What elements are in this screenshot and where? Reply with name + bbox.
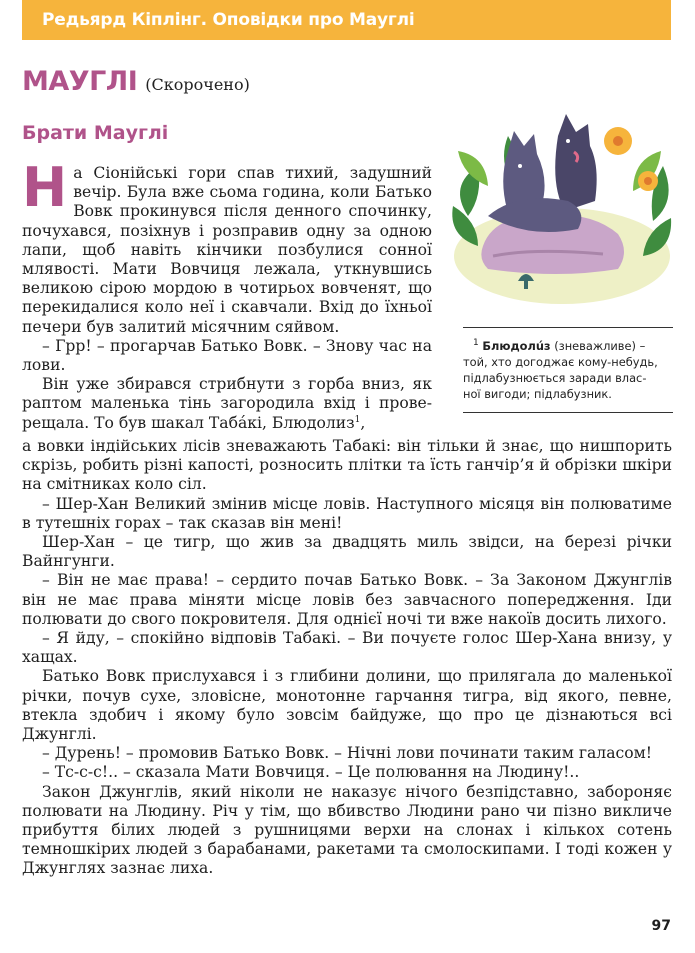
story-title-row bbox=[22, 66, 250, 97]
footnote-term: Блюдолúз bbox=[482, 339, 551, 353]
running-header bbox=[22, 0, 671, 40]
paragraph: – Грр! – прогарчав Батько Вовк. – Знову час на лови. bbox=[22, 336, 432, 375]
paragraph: Батько Вовк прислухався і з глибини долини, що прилягала до маленької річки, почув сухе, зловісне, монотонне гарчання тигра, від якого, певне, втекла здобич і якому було зовсім байдуже, що про це дізнаються всі Джунглі. bbox=[22, 667, 672, 744]
drop-cap: Н bbox=[22, 156, 68, 219]
paragraph: – Я йду, – спокійно відповів Табакі. – Ви почуєте голос Шер-Хана внизу, у хащах. bbox=[22, 629, 672, 667]
footnote-text: $^1$ Блюдолúз (зневажливе) – bbox=[473, 338, 646, 353]
page-number: 97 bbox=[651, 918, 671, 934]
story-subtitle: (Скорочено) bbox=[145, 75, 250, 94]
main-text bbox=[22, 437, 672, 879]
running-header-title: Редьярд Кіплінг. Оповідки про Мауглі bbox=[42, 10, 415, 30]
wolves-illustration bbox=[448, 96, 676, 306]
footnote-ref: 1 bbox=[354, 414, 361, 425]
intro-block bbox=[22, 156, 432, 433]
paragraph: а вовки індійських лісів зневажають Табакі: він тільки й знає, що нишпорить скрізь, робить різні капості, розносить плітки та їсть ганчір’я й обрізки шкіри на смітниках коло сіл. bbox=[22, 437, 672, 494]
paragraph: Закон Джунглів, який ніколи не наказує нічого безпідставно, забороняє полювати на Людину. Річ у тім, що вбивство Людини рано чи пізно викличе прибуття білих людей з рушницями верхи на слонах і кількох сотень темношкірих людей з барабанами, ракетами та смолоскипами. І тоді кожен у Джунглях зазнає лиха. bbox=[22, 782, 672, 878]
paragraph: Він уже збирався стрибнути з горба вниз, як раптом маленька тінь загородила вхід і прове- рещала. То був шакал Табáкі, Блюдолиз$^1$, bbox=[22, 375, 432, 432]
intro-paragraph: Н а Сіонійські гори спав тихий, задушний вечір. Була вже сьома година, коли Батько Вовк прокинувся після денного спочинку, почухався, позіхнув і розправив одну за одною лапи, щоб навіть кінчики позбулися сонної млявості. Мати Вовчиця лежала, уткнувшись великою сірою мордою в чотирьох вовченят, що перекидалися коло неї і скавчали. Вхід до їхньої печери був залитий місячним сяйвом. bbox=[22, 156, 432, 336]
section-title: Брати Мауглі bbox=[22, 122, 169, 144]
paragraph: – Він не має права! – сердито почав Батько Вовк. – За Законом Джунглів він не має права міняти місце ловів без завчасного попередження. Іди полювати до свого покровителя. Для однієї ночі ти вже накоїв досить лихого. bbox=[22, 571, 672, 628]
story-title: МАУГЛІ bbox=[22, 66, 138, 97]
paragraph: – Дурень! – промовив Батько Вовк. – Нічні лови починати таким галасом! bbox=[42, 744, 653, 763]
footnote: $^1$ Блюдолúз (зневажливе) – той, хто догоджає кому-небудь, підлабузнюється заради влас- ної вигоди; підлабузник. bbox=[463, 327, 673, 413]
paragraph: – Тс-с-с!.. – сказала Мати Вовчиця. – Це полювання на Людину!.. bbox=[42, 763, 580, 782]
paragraph: – Шер-Хан Великий змінив місце ловів. Наступного місяця він полюватиме в тутешніх горах – так сказав він мені! bbox=[22, 494, 672, 532]
paragraph: Шер-Хан – це тигр, що жив за двадцять миль звідси, на березі річки Вайнгунги. bbox=[22, 533, 672, 571]
